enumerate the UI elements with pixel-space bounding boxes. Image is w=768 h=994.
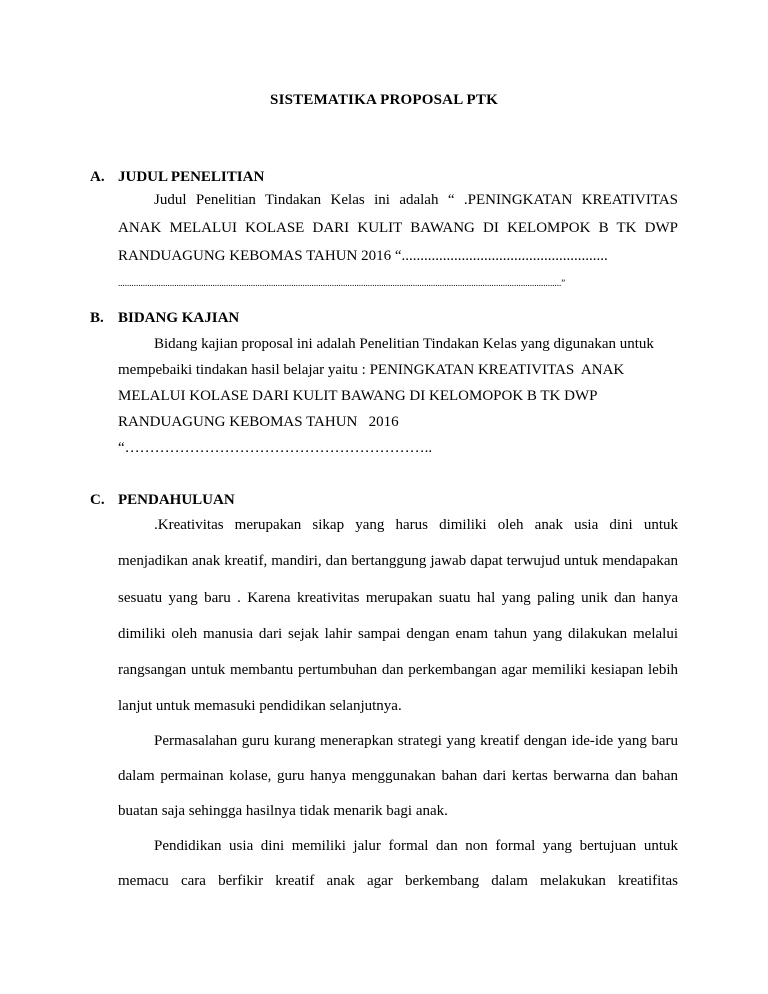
section-b-heading <box>90 310 239 327</box>
section-c-heading <box>90 492 235 509</box>
section-c-line-2: menjadikan anak kreatif, mandiri, dan bertanggung jawab dapat terwujud untuk mendapakan <box>118 553 678 569</box>
section-c-line-3: sesuatu yang baru . Karena kreativitas merupakan suatu hal yang paling unik dan hanya <box>118 590 678 606</box>
section-c-line-5: rangsangan untuk membantu pertumbuhan dan perkembangan agar memiliki kesiapan lebih <box>118 662 678 678</box>
section-b-line-4: RANDUAGUNG KEBOMAS TAHUN 2016 <box>118 414 399 430</box>
section-a-letter: A. <box>90 169 105 185</box>
section-a-line-3: RANDUAGUNG KEBOMAS TAHUN 2016 “....................................................... <box>118 248 608 264</box>
section-b-letter: B. <box>90 310 104 326</box>
section-a-title: JUDUL PENELITIAN <box>118 169 265 185</box>
section-b-line-5: “…………………………………………………….. <box>118 440 433 456</box>
section-c-line-6: lanjut untuk memasuki pendidikan selanjutnya. <box>118 698 402 714</box>
section-c-line-8: dalam permainan kolase, guru hanya menggunakan bahan dari kertas berwarna dan bahan <box>118 768 678 784</box>
section-c-line-1: .Kreativitas merupakan sikap yang harus dimiliki oleh anak usia dini untuk <box>154 517 678 533</box>
section-a-line-2: ANAK MELALUI KOLASE DARI KULIT BAWANG DI KELOMPOK B TK DWP <box>118 220 678 236</box>
section-c-line-9: buatan saja sehingga hasilnya tidak menarik bagi anak. <box>118 803 448 819</box>
section-b-line-2: mempebaiki tindakan hasil belajar yaitu : PENINGKATAN KREATIVITAS ANAK <box>118 362 625 378</box>
section-c-line-11: memacu cara berfikir kreatif anak agar berkembang dalam melakukan kreatifitas <box>118 873 678 889</box>
section-c-line-7: Permasalahan guru kurang menerapkan strategi yang kreatif dengan ide-ide yang baru <box>154 733 678 749</box>
section-b-title: BIDANG KAJIAN <box>118 310 240 326</box>
section-a-line-1: Judul Penelitian Tindakan Kelas ini adalah “ .PENINGKATAN KREATIVITAS <box>154 192 678 208</box>
section-b-line-1: Bidang kajian proposal ini adalah Penelitian Tindakan Kelas yang digunakan untuk <box>154 336 654 352</box>
section-c-letter: C. <box>90 492 105 508</box>
section-c-title: PENDAHULUAN <box>118 492 235 508</box>
section-a-line-4: .....................................................................................................................................................................................................” <box>118 278 566 288</box>
document-title: SISTEMATIKA PROPOSAL PTK <box>270 92 498 108</box>
section-c-line-4: dimiliki oleh manusia dari sejak lahir sampai dengan enam tahun yang dilakukan melalui <box>118 626 678 642</box>
section-a-heading <box>90 169 264 186</box>
section-c-line-10: Pendidikan usia dini memiliki jalur formal dan non formal yang bertujuan untuk <box>154 838 678 854</box>
section-b-line-3: MELALUI KOLASE DARI KULIT BAWANG DI KELOMOPOK B TK DWP <box>118 388 598 404</box>
